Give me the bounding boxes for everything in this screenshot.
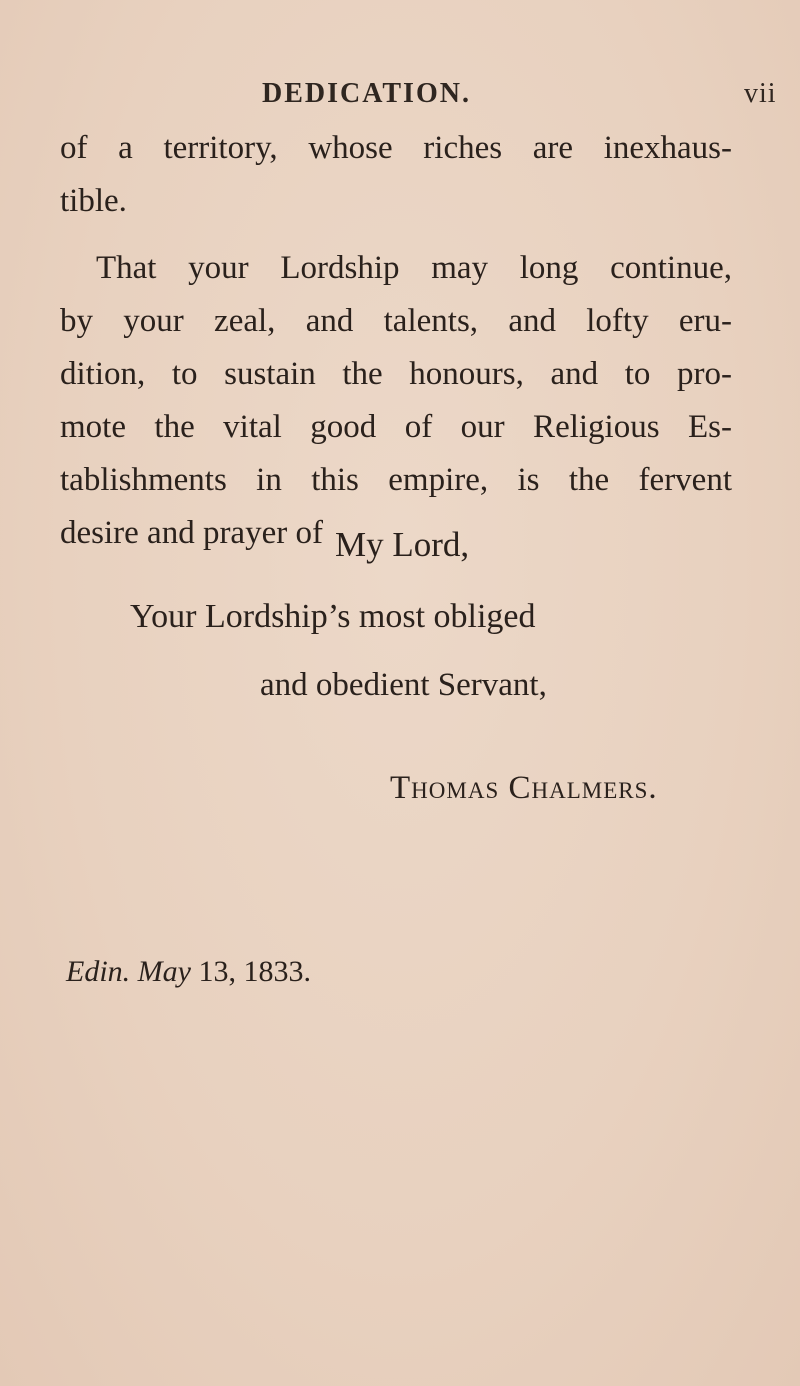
dateline-place: Edin. May (66, 955, 191, 988)
text-line: That your Lordship may long continue, (96, 250, 732, 286)
salutation: My Lord, (335, 525, 470, 564)
paragraph-dedication (60, 242, 732, 560)
text-line: tablishments in this empire, is the fervent (60, 462, 732, 498)
signature: Thomas Chalmers. (390, 770, 658, 806)
text-line: dition, to sustain the honours, and to pro- (60, 356, 732, 392)
running-head: DEDICATION. (262, 78, 471, 109)
page-number: vii (744, 78, 777, 109)
dateline-date: 13, 1833. (198, 955, 311, 988)
closing-line-1: Your Lordship’s most obliged (130, 598, 536, 635)
text-line: by your zeal, and talents, and lofty eru- (60, 303, 732, 339)
text-line: mote the vital good of our Religious Es- (60, 409, 732, 445)
text-line: of a territory, whose riches are inexhaus- (60, 130, 732, 166)
dateline (66, 955, 311, 989)
paragraph-continuation (60, 122, 732, 228)
closing-line-2: and obedient Servant, (260, 667, 547, 703)
text-line: tible. (60, 183, 127, 219)
text-line: desire and prayer of (60, 515, 323, 551)
